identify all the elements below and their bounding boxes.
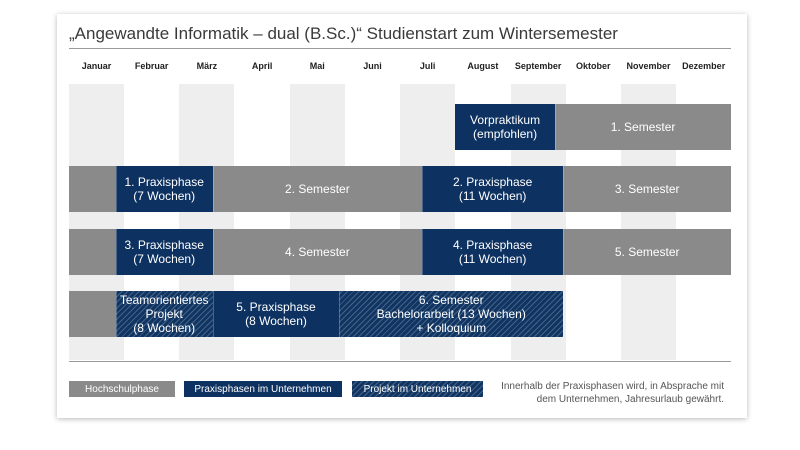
top-divider <box>69 48 731 49</box>
diagram-title: „Angewandte Informatik – dual (B.Sc.)“ Studienstart zum Wintersemester <box>69 24 618 43</box>
month-label: Oktober <box>576 61 611 71</box>
month-label: November <box>626 61 671 71</box>
phase-projekt: 6. Semester Bachelorarbeit (13 Wochen) + Kolloquium <box>339 291 563 337</box>
phase-hochschul <box>69 291 116 337</box>
month-label: Dezember <box>682 61 726 71</box>
month-label: Juni <box>363 61 382 71</box>
month-label: September <box>514 61 562 71</box>
month-label: August <box>467 61 499 71</box>
phase-hochschul: 1. Semester <box>555 104 732 150</box>
vacation-note: Innerhalb der Praxisphasen wird, in Absprache mit dem Unternehmen, Jahresurlaub gewährt. <box>501 381 724 405</box>
legend-projekt: Projekt im Unternehmen <box>352 381 483 397</box>
phase-hochschul: 3. Semester <box>563 166 731 212</box>
month-label: Mai <box>309 61 325 71</box>
phase-hochschul: 5. Semester <box>563 229 731 275</box>
phase-hochschul <box>69 166 116 212</box>
phase-projekt: Teamorientiertes Projekt (8 Wochen) <box>116 291 213 337</box>
legend-hochschul: Hochschulphase <box>69 381 175 397</box>
phase-praxis: Vorpraktikum (empfohlen) <box>455 104 554 150</box>
legend-praxis: Praxisphasen im Unternehmen <box>184 381 342 397</box>
month-label: Februar <box>134 61 169 71</box>
phase-praxis: 2. Praxisphase (11 Wochen) <box>422 166 563 212</box>
month-label: Januar <box>81 61 112 71</box>
phase-praxis: 4. Praxisphase (11 Wochen) <box>422 229 563 275</box>
phase-hochschul: 4. Semester <box>213 229 423 275</box>
month-label: April <box>251 61 273 71</box>
month-label: Juli <box>419 61 436 71</box>
phase-hochschul: 2. Semester <box>213 166 423 212</box>
phase-praxis: 1. Praxisphase (7 Wochen) <box>116 166 213 212</box>
phase-praxis: 5. Praxisphase (8 Wochen) <box>213 291 340 337</box>
month-label: März <box>196 61 218 71</box>
bottom-divider <box>69 361 731 362</box>
phase-praxis: 3. Praxisphase (7 Wochen) <box>116 229 213 275</box>
phase-hochschul <box>69 229 116 275</box>
